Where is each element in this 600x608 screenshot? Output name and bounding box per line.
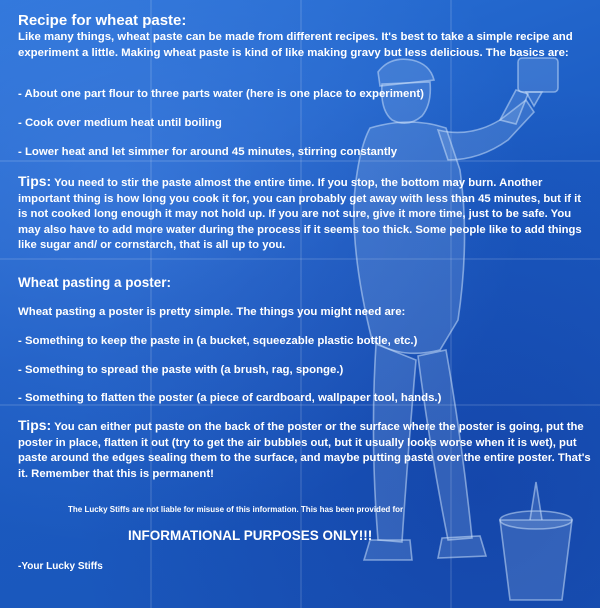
tips-text: You need to stir the paste almost the entire time. If you stop, the bottom may burn. Another important thing is how long you cook it for, you can probably get away with less than 45 minutes, but if it is not cooked long enough it may not hold up. If you are not sure, give it more time, just to be safe. You may also have to add more water during the process if it seems too thick. Some people like to add things like sugar and/ or cornstarch, that is all up to you. — [18, 177, 582, 251]
poster-item: - Something to spread the paste with (a brush, rag, sponge.) — [18, 364, 344, 376]
recipe-intro: Like many things, wheat paste can be made from different recipes. It's best to take a simple recipe and experiment a little. Making wheat paste is kind of like making gravy but less delicious. The basics are: — [18, 31, 573, 59]
poster-item: - Something to keep the paste in (a bucket, squeezable plastic bottle, etc.) — [18, 335, 418, 347]
tips-label: Tips: — [18, 417, 52, 433]
section-title-wheat-pasting: Wheat pasting a poster: — [18, 275, 172, 290]
informational-purposes-banner: INFORMATIONAL PURPOSES ONLY!!! — [128, 528, 373, 543]
recipe-title: Recipe for wheat paste: — [18, 12, 187, 29]
poster-item: - Something to flatten the poster (a piece of cardboard, wallpaper tool, hands.) — [18, 392, 442, 404]
tips-text: You can either put paste on the back of the poster or the surface where the poster is going, put the poster in place, flatten it out (try to get the air bubbles out, but it usually looks worse when it is wet), put paste around the edges sealing them to the surface, and maybe putting paste over the entire poster. That's it. Remember that this is permanent! — [18, 421, 591, 480]
tips-label: Tips: — [18, 173, 52, 189]
recipe-item: - Lower heat and let simmer for around 45 minutes, stirring constantly — [18, 146, 398, 158]
section-intro: Wheat pasting a poster is pretty simple. The things you might need are: — [18, 306, 406, 318]
recipe-item: - About one part flour to three parts water (here is one place to experiment) — [18, 88, 424, 100]
signature: -Your Lucky Stiffs — [18, 561, 103, 572]
disclaimer-text: The Lucky Stiffs are not liable for misuse of this information. This has been provided for — [68, 505, 404, 514]
tips-paragraph-2 — [18, 418, 593, 482]
tips-paragraph-1 — [18, 174, 593, 254]
recipe-item: - Cook over medium heat until boiling — [18, 117, 222, 129]
